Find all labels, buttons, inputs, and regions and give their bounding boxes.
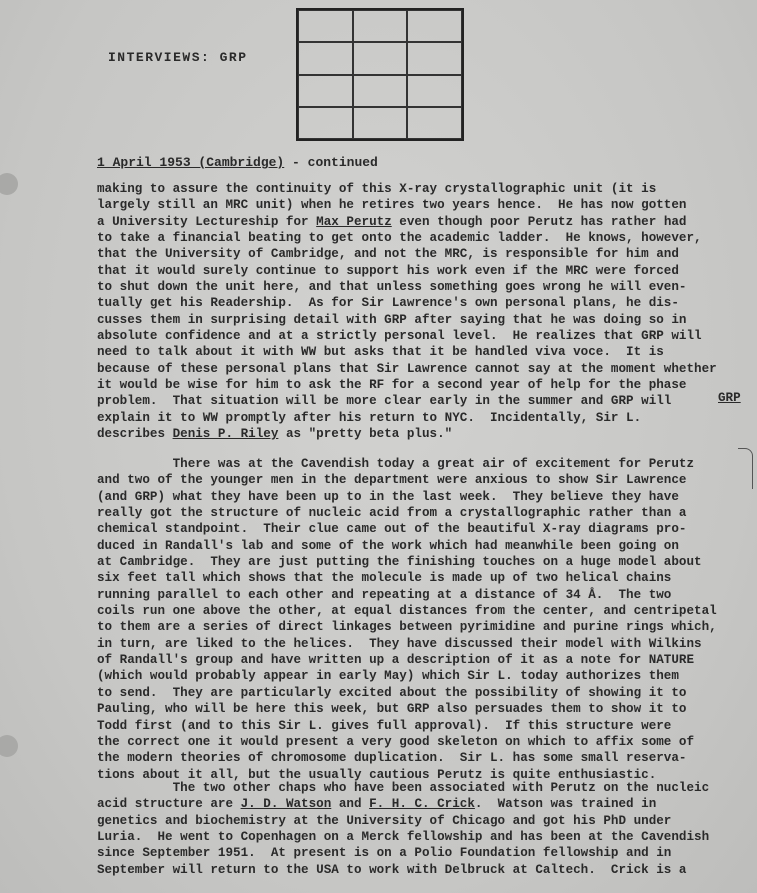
date: 1 April 1953 (Cambridge) — [97, 155, 285, 170]
text-segment: in turn, are liked to the helices. They have discussed their model with Wilkins — [97, 636, 702, 651]
text-line — [97, 734, 717, 750]
text-line — [97, 652, 717, 668]
text-line — [97, 845, 709, 861]
paragraph-3 — [97, 780, 709, 878]
text-segment: Pauling, who will be here this week, but GRP also persuades them to show it to — [97, 702, 687, 717]
text-line — [97, 263, 717, 279]
text-segment: the modern theories of chromosome duplication. Sir L. has some small reserva- — [97, 751, 687, 766]
text-line — [97, 456, 717, 472]
text-line — [97, 181, 717, 197]
text-segment: the correct one it would present a very good skeleton on which to affix some of — [97, 734, 695, 749]
text-line — [97, 538, 717, 554]
text-line — [97, 570, 717, 586]
text-segment: making to assure the continuity of this X-ray crystallographic unit (it is — [97, 182, 657, 196]
date-suffix: - continued — [284, 155, 378, 170]
grid-box — [296, 8, 464, 141]
text-line — [97, 279, 717, 295]
underlined-name: Max Perutz — [316, 214, 392, 229]
text-segment: (which would probably appear in early May) which Sir L. today authorizes them — [97, 669, 679, 684]
text-segment: genetics and biochemistry at the University of Chicago and got his PhD under — [97, 813, 672, 828]
text-segment: since September 1951. At present is on a Polio Foundation fellowship and in — [97, 846, 672, 861]
punch-hole — [0, 735, 18, 757]
text-line — [97, 668, 717, 684]
text-line — [97, 214, 717, 230]
text-line — [97, 295, 717, 311]
text-segment: that it would surely continue to support his work even if the MRC were forced — [97, 263, 679, 278]
underlined-name: Denis P. Riley — [172, 427, 279, 442]
text-segment: to them are a series of direct linkages between pyrimidine and purine rings which, — [97, 620, 717, 635]
text-segment: as "pretty beta plus." — [278, 427, 453, 442]
text-segment: The two other chaps who have been associated with Perutz on the nucleic — [97, 781, 710, 795]
text-line — [97, 393, 717, 409]
paragraph-2 — [97, 456, 717, 783]
text-line — [97, 603, 717, 619]
text-line — [97, 246, 717, 262]
text-segment: (and GRP) what they have been up to in the last week. They believe they have — [97, 489, 679, 504]
text-segment: coils run one above the other, at equal distances from the center, and centripetal — [97, 604, 717, 619]
text-segment: a University Lectureship for — [97, 214, 317, 229]
text-segment: problem. That situation will be more clear early in the summer and GRP will — [97, 394, 672, 409]
text-line — [97, 521, 717, 537]
text-segment: because of these personal plans that Sir Lawrence cannot say at the moment whether — [97, 361, 717, 376]
text-segment: to shut down the unit here, and that unless something goes wrong he will even- — [97, 280, 687, 295]
text-line — [97, 862, 709, 878]
text-line — [97, 587, 717, 603]
text-segment: . Watson was trained in — [474, 797, 657, 812]
text-line — [97, 813, 709, 829]
text-segment: that the University of Cambridge, and not the MRC, is responsible for him and — [97, 247, 679, 262]
text-segment: cusses them in surprising detail with GRP after saying that he was doing so in — [97, 312, 687, 327]
text-segment: and two of the younger men in the department were anxious to show Sir Lawrence — [97, 473, 687, 488]
text-line — [97, 361, 717, 377]
text-line — [97, 344, 717, 360]
text-segment: September will return to the USA to work with Delbruck at Caltech. Crick is a — [97, 862, 687, 877]
punch-hole — [0, 173, 18, 195]
date-line — [97, 155, 378, 170]
text-segment: to send. They are particularly excited about the possibility of showing it to — [97, 685, 687, 700]
text-segment: tually get his Readership. As for Sir Lawrence's own personal plans, he dis- — [97, 296, 679, 311]
text-line — [97, 410, 717, 426]
text-line — [97, 750, 717, 766]
text-segment: Todd first (and to this Sir L. gives full approval). If this structure were — [97, 718, 672, 733]
text-line — [97, 829, 709, 845]
text-segment: even though poor Perutz has rather had — [391, 214, 687, 229]
underlined-name: J. D. Watson — [240, 797, 332, 812]
text-segment: six feet tall which shows that the molecule is made up of two helical chains — [97, 571, 672, 586]
text-segment: to take a financial beating to get onto the academic ladder. He knows, however, — [97, 231, 702, 246]
text-line — [97, 701, 717, 717]
text-segment: Luria. He went to Copenhagen on a Merck fellowship and has been at the Cavendish — [97, 830, 710, 845]
text-line — [97, 472, 717, 488]
text-segment: and — [331, 797, 370, 812]
text-segment: it would be wise for him to ask the RF for a second year of help for the phase — [97, 378, 687, 393]
underlined-name: F. H. C. Crick — [369, 797, 475, 812]
text-line — [97, 426, 717, 442]
text-line — [97, 230, 717, 246]
text-line — [97, 636, 717, 652]
text-line — [97, 554, 717, 570]
text-line — [97, 328, 717, 344]
text-segment: There was at the Cavendish today a great air of excitement for Perutz — [97, 457, 695, 471]
text-line — [97, 489, 717, 505]
margin-pen-mark — [738, 448, 753, 489]
text-segment: running parallel to each other and repeating at a distance of 34 Å. The two — [97, 587, 672, 602]
text-segment: chemical standpoint. Their clue came out of the beautiful X-ray diagrams pro- — [97, 522, 687, 537]
text-line — [97, 780, 709, 796]
text-segment: explain it to WW promptly after his return to NYC. Incidentally, Sir L. — [97, 410, 642, 425]
text-segment: tions about it all, but the usually cautious Perutz is quite enthusiastic. — [97, 767, 657, 782]
text-segment: at Cambridge. They are just putting the finishing touches on a huge model about — [97, 555, 702, 570]
text-segment: describes — [97, 427, 173, 442]
text-segment: absolute confidence and at a strictly personal level. He realizes that GRP will — [97, 329, 702, 344]
margin-note: GRP — [718, 391, 741, 405]
text-line — [97, 312, 717, 328]
text-line — [97, 505, 717, 521]
text-segment: need to talk about it with WW but asks that it be handled viva voce. It is — [97, 345, 664, 360]
document-header: INTERVIEWS: GRP — [108, 50, 248, 65]
text-segment: largely still an MRC unit) when he retires two years hence. He has now gotten — [97, 198, 687, 213]
text-line — [97, 197, 717, 213]
text-segment: duced in Randall's lab and some of the work which had meanwhile been going on — [97, 538, 679, 553]
text-line — [97, 685, 717, 701]
paragraph-1 — [97, 181, 717, 443]
text-line — [97, 718, 717, 734]
text-segment: really got the structure of nucleic acid from a crystallographic rather than a — [97, 506, 687, 521]
text-line — [97, 619, 717, 635]
text-line — [97, 796, 709, 812]
text-segment: of Randall's group and have written up a description of it as a note for NATURE — [97, 653, 695, 668]
text-line — [97, 377, 717, 393]
text-segment: acid structure are — [97, 797, 241, 812]
